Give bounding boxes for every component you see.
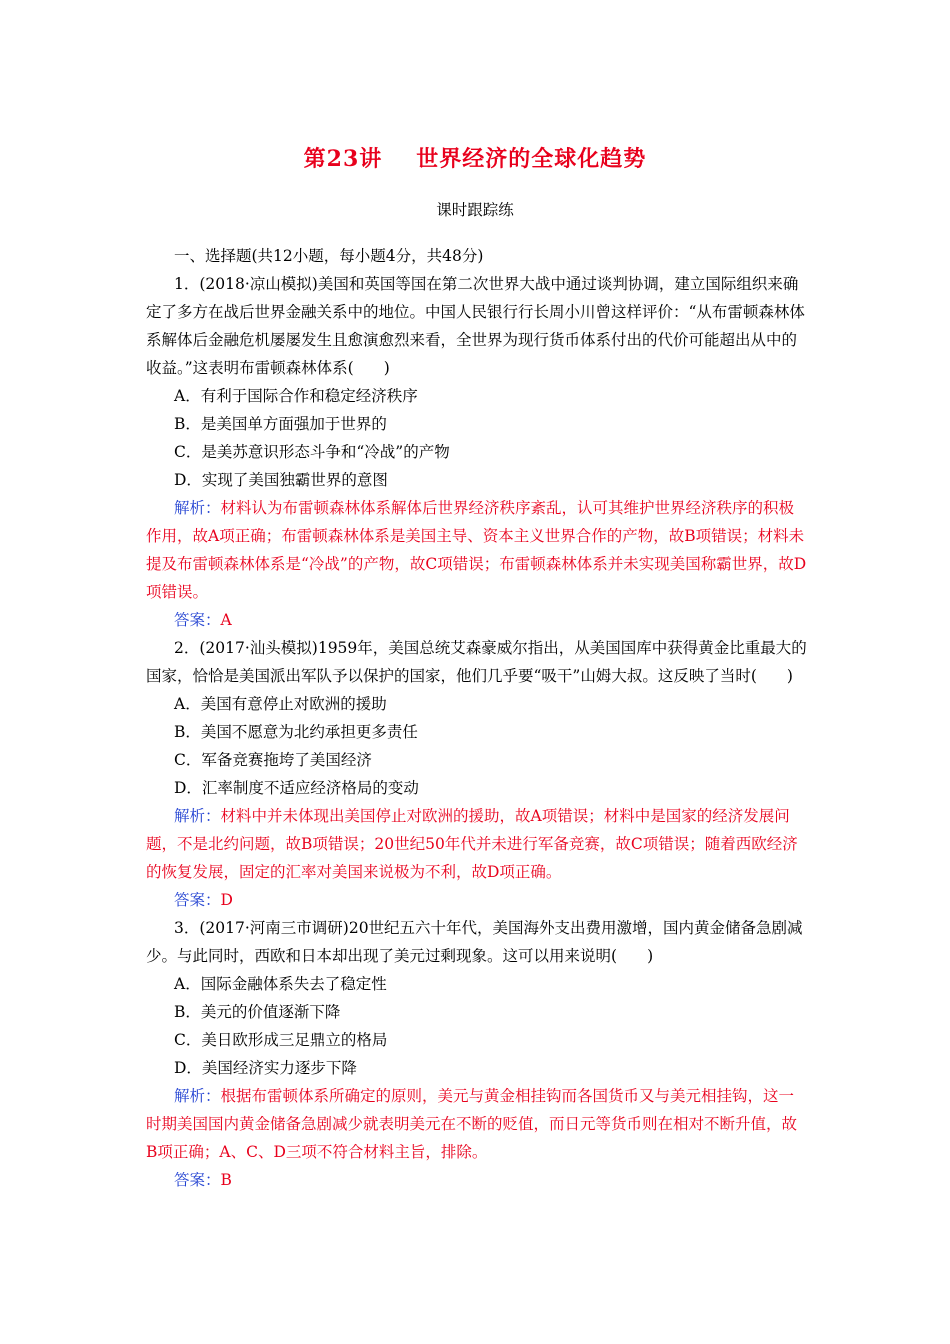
option-a: A．有利于国际合作和稳定经济秩序 bbox=[174, 387, 418, 405]
option-b: B．美国不愿意为北约承担更多责任 bbox=[174, 723, 418, 741]
option-a: A．国际金融体系失去了稳定性 bbox=[174, 975, 387, 993]
option-c: C．军备竞赛拖垮了美国经济 bbox=[174, 751, 372, 769]
question-1 bbox=[146, 270, 808, 634]
answer-value: B bbox=[220, 1171, 232, 1189]
answer-label: 答案： bbox=[174, 1171, 221, 1189]
answer-value: A bbox=[220, 611, 232, 629]
section-heading: 一、选择题(共12小题，每小题4分，共48分) bbox=[174, 247, 484, 265]
answer-label: 答案： bbox=[174, 891, 221, 909]
answer bbox=[146, 886, 808, 914]
question-3 bbox=[146, 914, 808, 1194]
option-d: D．美国经济实力逐步下降 bbox=[174, 1059, 357, 1077]
option-c: C．美日欧形成三足鼎立的格局 bbox=[174, 1031, 388, 1049]
answer bbox=[146, 606, 808, 634]
analysis bbox=[146, 494, 808, 606]
question-2 bbox=[146, 634, 808, 914]
analysis-text: 材料中并未体现出美国停止对欧洲的援助，故A项错误；材料中是国家的经济发展问题，不是北约问题，故B项错误；20世纪50年代并未进行军备竞赛，故C项错误；随着西欧经济的恢复发展，固定的汇率对美国来说极为不利，故D项正确。 bbox=[146, 807, 798, 881]
answer-label: 答案： bbox=[174, 611, 221, 629]
analysis-label: 解析： bbox=[174, 499, 221, 517]
question-stem: 1．(2018·凉山模拟)美国和英国等国在第二次世界大战中通过谈判协调，建立国际组织来确定了多方在战后世界金融关系中的地位。中国人民银行行长周小川曾这样评价：“从布雷顿森林体系解体后金融危机屡屡发生且愈演愈烈来看，全世界为现行货币体系付出的代价可能超出从中的收益。”这表明布雷顿森林体系( ) bbox=[146, 275, 805, 377]
option-a: A．美国有意停止对欧洲的援助 bbox=[174, 695, 387, 713]
lecture-title: 世界经济的全球化趋势 bbox=[416, 146, 647, 172]
question-stem: 2．(2017·汕头模拟)1959年，美国总统艾森豪威尔指出，从美国国库中获得黄金比重最大的国家，恰恰是美国派出军队予以保护的国家，他们几乎要“吸干”山姆大叔。这反映了当时( ) bbox=[146, 639, 807, 685]
option-d: D．汇率制度不适应经济格局的变动 bbox=[174, 779, 419, 797]
analysis-text: 根据布雷顿体系所确定的原则，美元与黄金相挂钩而各国货币又与美元相挂钩，这一时期美国国内黄金储备急剧减少就表明美元在不断的贬值，而日元等货币则在相对不断升值，故B项正确；A、C、D三项不符合材料主旨，排除。 bbox=[146, 1087, 798, 1161]
page-title bbox=[0, 142, 950, 173]
analysis-text: 材料认为布雷顿森林体系解体后世界经济秩序紊乱，认可其维护世界经济秩序的积极作用，故A项正确；布雷顿森林体系是美国主导、资本主义世界合作的产物，故B项错误；材料未提及布雷顿森林体系是“冷战”的产物，故C项错误；布雷顿森林体系并未实现美国称霸世界，故D项错误。 bbox=[146, 499, 807, 601]
lecture-number: 第23讲 bbox=[303, 146, 383, 172]
answer bbox=[146, 1166, 808, 1194]
page-subtitle: 课时跟踪练 bbox=[436, 201, 514, 219]
document-body bbox=[146, 242, 808, 1194]
option-b: B．是美国单方面强加于世界的 bbox=[174, 415, 387, 433]
analysis-label: 解析： bbox=[174, 807, 221, 825]
analysis bbox=[146, 1082, 808, 1166]
analysis bbox=[146, 802, 808, 886]
option-c: C．是美苏意识形态斗争和“冷战”的产物 bbox=[174, 443, 450, 461]
analysis-label: 解析： bbox=[174, 1087, 221, 1105]
question-stem: 3．(2017·河南三市调研)20世纪五六十年代，美国海外支出费用激增，国内黄金储备急剧减少。与此同时，西欧和日本却出现了美元过剩现象。这可以用来说明( ) bbox=[146, 919, 803, 965]
option-b: B．美元的价值逐渐下降 bbox=[174, 1003, 341, 1021]
option-d: D．实现了美国独霸世界的意图 bbox=[174, 471, 388, 489]
answer-value: D bbox=[220, 891, 233, 909]
